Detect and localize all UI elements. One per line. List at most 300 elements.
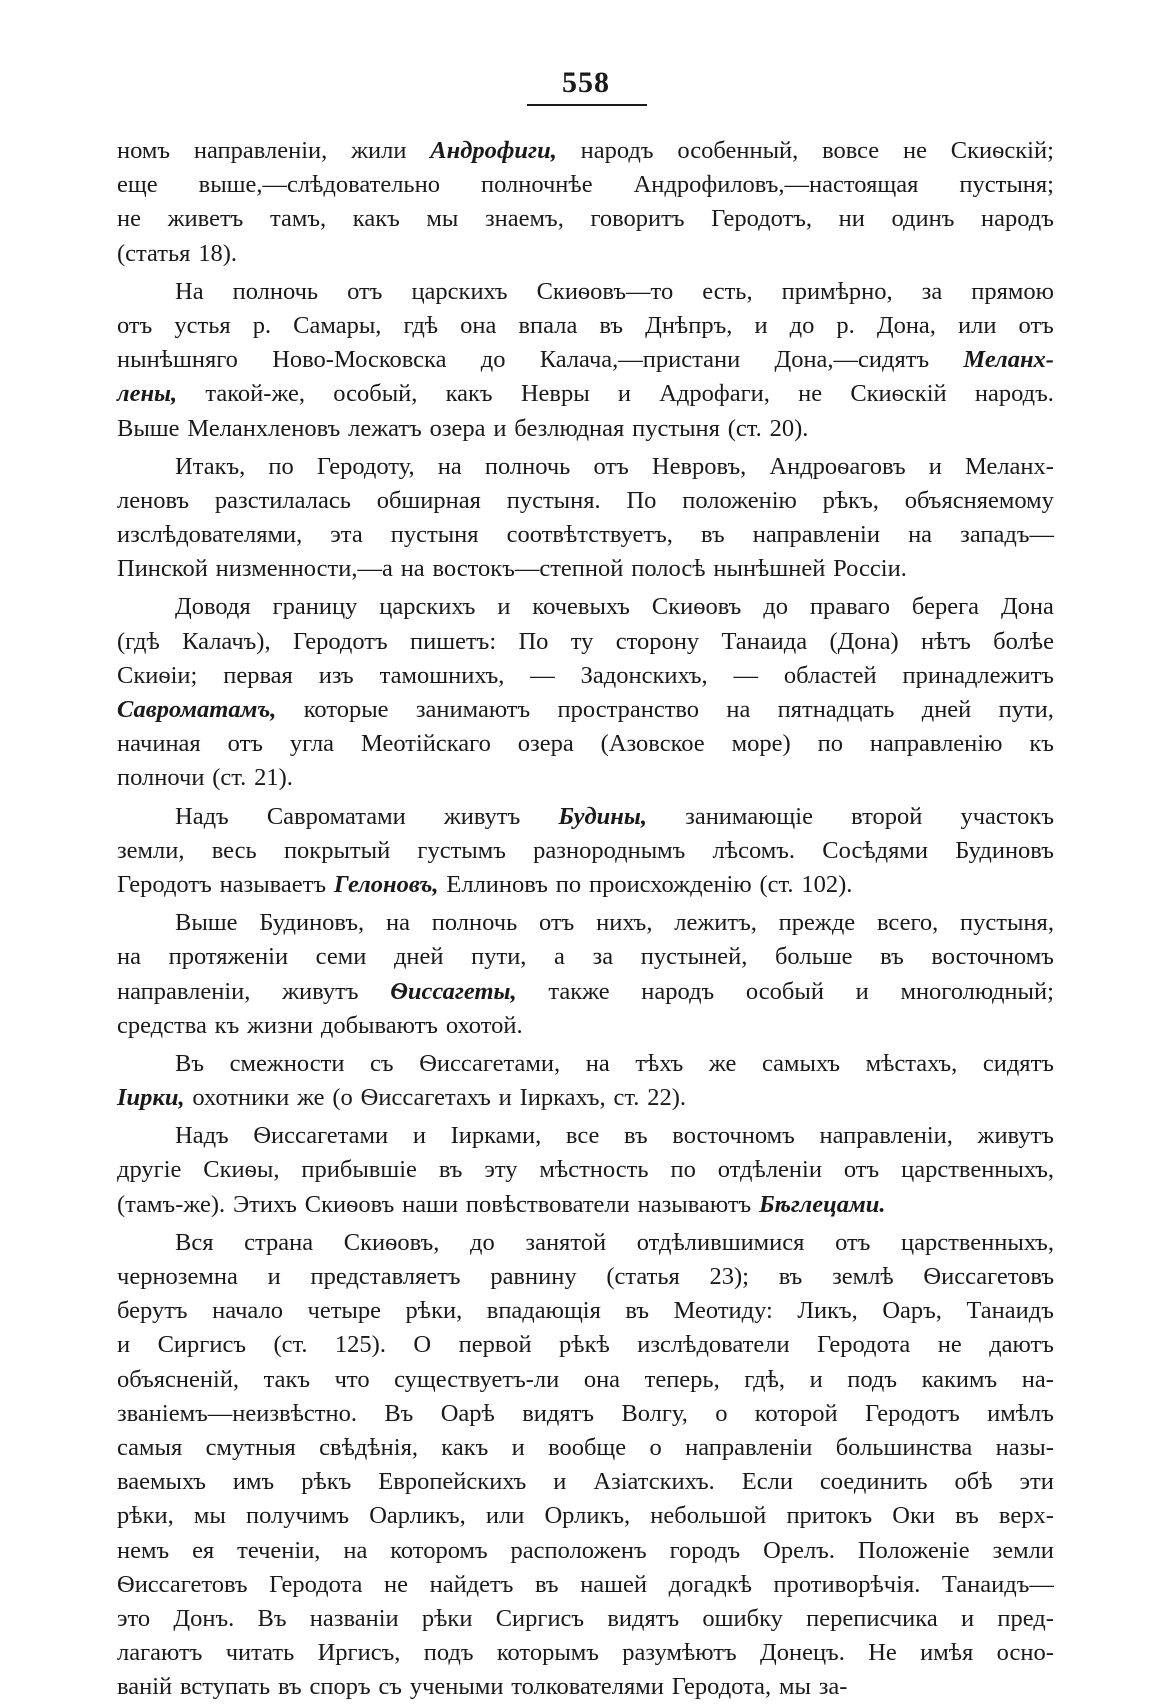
word: жили: [351, 137, 407, 164]
text-line: [117, 552, 1054, 586]
word: званіемъ—неизвѣстно.: [117, 1399, 357, 1427]
word: жизни: [247, 1011, 314, 1039]
text-line: [117, 1260, 1054, 1294]
word: отъ: [227, 730, 263, 758]
word: учеными: [409, 1673, 504, 1701]
word: р.: [836, 311, 855, 339]
text-line: [117, 1294, 1054, 1328]
word: на: [385, 909, 410, 937]
word: нынѣшней: [713, 555, 826, 583]
word: (ст.: [273, 1331, 308, 1359]
word: примѣрно,: [781, 277, 893, 305]
text-line: [117, 202, 1054, 236]
word: Азіатскихъ.: [593, 1468, 715, 1496]
word: она: [583, 1365, 621, 1393]
word: Сиргисъ: [157, 1331, 246, 1359]
word: охотники: [192, 1084, 290, 1112]
word: леновъ: [117, 486, 190, 514]
word: царственныхъ,: [901, 1228, 1054, 1256]
word: лагаютъ: [117, 1639, 203, 1667]
text-line: [117, 1602, 1054, 1636]
word: за: [921, 277, 943, 305]
word: до: [480, 346, 506, 374]
word: не: [937, 1331, 962, 1359]
word: мѣстахъ,: [865, 1049, 958, 1077]
word: на: [343, 1536, 368, 1564]
word: теперь,: [644, 1365, 720, 1393]
word: Адрофаги,: [659, 380, 770, 408]
word: въ: [599, 311, 624, 339]
word: море): [731, 730, 791, 758]
word: (Дона): [829, 627, 899, 655]
word: —: [530, 661, 555, 689]
word: занятой: [525, 1228, 607, 1256]
word: направленіи,: [819, 1122, 953, 1150]
text-line: [117, 134, 1054, 168]
word: называютъ: [637, 1190, 752, 1218]
text-line: [117, 168, 1054, 202]
word: гдѣ: [403, 311, 439, 339]
word: притокъ: [786, 1502, 873, 1530]
word: живутъ: [443, 802, 521, 830]
word: Ѳиссагетами: [253, 1122, 389, 1150]
word: озера: [517, 730, 574, 758]
word: направленіи,: [193, 137, 328, 164]
word: переписчика: [806, 1604, 938, 1632]
word: подъ: [847, 1365, 898, 1393]
word: же: [708, 1049, 737, 1077]
word: въ: [700, 521, 725, 549]
word: вступать: [179, 1673, 271, 1701]
word: знаемъ,: [484, 205, 564, 233]
word: весь: [211, 836, 257, 864]
word: особенный,: [677, 137, 799, 164]
word: и: [809, 1365, 823, 1393]
text-line: [117, 975, 1054, 1009]
word: отъ: [843, 1156, 880, 1184]
word: на: [908, 521, 933, 549]
word: найдетъ: [429, 1570, 514, 1598]
word: видятъ: [607, 1604, 680, 1632]
word: она: [460, 311, 497, 339]
word: и: [412, 1122, 426, 1150]
word: эти: [1019, 1468, 1054, 1496]
word: смежности: [229, 1049, 345, 1077]
word: же: [297, 1084, 325, 1112]
word: ни: [838, 205, 865, 233]
word: больше: [774, 943, 853, 971]
word: имѣя: [920, 1639, 974, 1667]
word: не: [117, 205, 141, 233]
word: ту: [570, 627, 594, 655]
word: направленіи,: [117, 977, 251, 1005]
word: соединить: [819, 1468, 928, 1496]
word: пути,: [471, 943, 527, 971]
word: тамошнихъ,: [379, 661, 505, 689]
word: соотвѣтствуетъ,: [506, 521, 673, 549]
word: это: [117, 1604, 151, 1632]
word: добываютъ: [320, 1011, 438, 1039]
word: по: [268, 452, 294, 480]
paragraph: [117, 1047, 1054, 1115]
word: нашей: [580, 1570, 648, 1598]
word: и: [267, 1263, 281, 1290]
word: получимъ: [245, 1502, 350, 1530]
text-line: [117, 237, 1054, 271]
emphasized-word: Іирки,: [117, 1084, 185, 1112]
word: 20).: [769, 414, 809, 442]
word: пустыня: [390, 521, 479, 549]
word: не: [384, 1570, 408, 1598]
emphasized-word: Савроматамъ,: [117, 696, 277, 723]
word: наши: [402, 1190, 459, 1218]
word: къ: [1029, 730, 1054, 758]
word: Надъ: [175, 1122, 229, 1150]
word: такъ: [263, 1365, 311, 1393]
paragraph: [117, 1119, 1054, 1222]
word: и: [497, 593, 511, 621]
word: противорѣчія.: [773, 1570, 921, 1598]
word: нихъ,: [596, 909, 653, 937]
word: начиная: [117, 730, 201, 758]
word: Танаидъ: [966, 1297, 1054, 1325]
word: По: [626, 486, 657, 514]
paragraph: [117, 906, 1054, 1043]
word: на: [437, 452, 462, 480]
word: Скиѳіи;: [117, 661, 198, 689]
word: низменности,—а: [215, 555, 393, 583]
word: названіи: [309, 1604, 399, 1632]
word: первая: [223, 661, 293, 689]
word: и: [754, 311, 768, 339]
word: Ликъ,: [797, 1297, 858, 1325]
word: по: [670, 1156, 696, 1184]
word: имъ: [232, 1468, 275, 1496]
word: или: [958, 311, 997, 339]
text-line: [117, 868, 1054, 902]
word: лежитъ,: [674, 909, 757, 937]
word: дней: [921, 696, 972, 723]
word: до: [789, 311, 815, 339]
text-line: [117, 693, 1054, 727]
word: Скиѳскій: [850, 380, 947, 408]
page-number-rule: [527, 104, 647, 106]
word: Ѳиссагетами,: [419, 1049, 561, 1077]
text-line: [117, 412, 1054, 446]
word: восточномъ: [672, 1122, 795, 1150]
word: (гдѣ: [117, 627, 160, 655]
text-line: [117, 590, 1054, 624]
word: другіе: [117, 1156, 182, 1184]
word: пустыня.: [506, 486, 601, 514]
word: Геродота: [269, 1570, 363, 1598]
word: (Азовское: [600, 730, 705, 758]
word: рѣкъ,: [822, 486, 879, 514]
text-line: [117, 659, 1054, 693]
word: тѣхъ: [635, 1049, 684, 1077]
word: подъ: [423, 1639, 474, 1667]
word: большинства: [835, 1433, 973, 1461]
word: Надъ: [175, 802, 229, 830]
word: о: [715, 1399, 728, 1427]
word: на: [400, 555, 425, 583]
word: толкователями: [511, 1673, 664, 1701]
word: небольшой: [650, 1502, 767, 1530]
word: назы-: [995, 1433, 1054, 1461]
word: Выше: [117, 414, 180, 442]
word: пишетъ:: [410, 627, 497, 655]
word: второй: [851, 802, 923, 830]
word: впала: [518, 311, 578, 339]
word: и: [498, 1084, 512, 1112]
word: представляетъ: [310, 1263, 461, 1290]
word: Танаидъ—: [941, 1570, 1054, 1598]
word: Въ: [384, 1399, 414, 1427]
word: густымъ: [417, 836, 506, 864]
word: Въ: [175, 1049, 205, 1077]
word: живутъ: [282, 977, 359, 1005]
word: народъ.: [974, 380, 1054, 408]
word: Дона: [1000, 593, 1054, 621]
word: ошибку: [702, 1604, 783, 1632]
word: границу: [272, 593, 358, 621]
word: рѣки: [421, 1604, 473, 1632]
word: за: [592, 943, 614, 971]
word: Меотійскаго: [360, 730, 491, 758]
word: самыя: [117, 1433, 183, 1461]
word: болѣе: [993, 627, 1054, 655]
emphasized-word: Гелоновъ,: [333, 870, 439, 898]
text-line: [117, 800, 1054, 834]
word: устья: [174, 311, 231, 339]
word: полночь: [431, 909, 518, 937]
word: расположенъ: [510, 1536, 647, 1564]
word: народъ: [641, 977, 715, 1005]
word: объясняемому: [904, 486, 1054, 514]
word: въ: [778, 1263, 803, 1290]
word: въ: [277, 1673, 302, 1701]
word: что: [334, 1365, 370, 1393]
word: Задонскихъ,: [580, 661, 708, 689]
word: равнину: [490, 1263, 577, 1290]
word: Геродотъ: [117, 870, 212, 898]
word: городъ: [669, 1536, 741, 1564]
word: 18).: [198, 239, 238, 267]
emphasized-word: Будины,: [558, 802, 647, 830]
word: Калачъ),: [182, 627, 271, 655]
word: Савроматами: [266, 802, 406, 830]
word: полночнѣе: [480, 171, 593, 199]
word: также: [548, 977, 610, 1005]
word: Днѣпръ,: [645, 311, 733, 339]
word: направленію: [869, 730, 1003, 758]
word: какимъ: [921, 1365, 998, 1393]
text-line: [117, 1534, 1054, 1568]
word: прямою: [971, 277, 1054, 305]
word: Меотиду:: [673, 1297, 773, 1325]
text-line: [117, 1636, 1054, 1670]
word: еще: [117, 171, 158, 199]
word: угла: [289, 730, 335, 758]
word: дней: [393, 943, 444, 971]
word: О: [413, 1331, 432, 1359]
word: землѣ: [832, 1263, 894, 1290]
text-line: [117, 906, 1054, 940]
word: говоритъ: [590, 205, 685, 233]
word: Будиновъ: [955, 836, 1054, 864]
word: направленіи: [685, 1433, 813, 1461]
word: Если: [741, 1468, 793, 1496]
word: Ѳиссагетовъ: [923, 1263, 1054, 1290]
word: Оарликъ,: [369, 1502, 466, 1530]
page-number: 558: [562, 66, 610, 99]
word: все: [565, 1122, 600, 1150]
word: Оаръ,: [882, 1297, 942, 1325]
word: тамъ,: [269, 205, 327, 233]
word: до: [763, 593, 788, 621]
word: протяженіи: [168, 943, 289, 971]
word: и: [553, 1468, 567, 1496]
word: которомъ: [390, 1536, 488, 1564]
text-line: [117, 1568, 1054, 1602]
word: смутныя: [205, 1433, 296, 1461]
word: осно-: [996, 1639, 1054, 1667]
word: царскихъ: [379, 593, 476, 621]
word: пред-: [997, 1604, 1054, 1632]
word: на: [585, 1049, 610, 1077]
word: о: [649, 1433, 662, 1461]
text-line: [117, 309, 1054, 343]
word: Ново-Московска: [272, 346, 447, 374]
paragraph: [117, 800, 1054, 903]
paragraph: [117, 450, 1054, 587]
word: теченіи,: [237, 1536, 321, 1564]
word: Пинской: [117, 555, 208, 583]
word: впадающія: [486, 1297, 601, 1325]
emphasized-word: лены,: [117, 380, 178, 408]
word: Россіи.: [833, 555, 907, 583]
word: которые: [303, 696, 389, 723]
word: Европейскихъ: [378, 1468, 527, 1496]
text-line: [117, 761, 1054, 795]
word: разумѣютъ: [622, 1639, 737, 1667]
word: не: [798, 380, 823, 408]
emphasized-word: Меланх-: [963, 346, 1054, 374]
word: въ: [955, 1502, 979, 1530]
word: по: [555, 870, 582, 898]
word: и: [493, 414, 507, 442]
word: и: [511, 1433, 525, 1461]
word: Скиѳовъ—то: [536, 277, 674, 305]
word: пустыня,: [960, 909, 1054, 937]
word: въ: [438, 1156, 463, 1184]
word: безлюдная: [514, 414, 625, 442]
word: —: [733, 661, 758, 689]
word: (статья: [117, 239, 191, 267]
text-line: [117, 1465, 1054, 1499]
emphasized-word: Бѣглецами.: [759, 1190, 886, 1218]
word: особый: [745, 977, 824, 1005]
word: Въ: [257, 1604, 287, 1632]
word: мѣстность: [539, 1156, 649, 1184]
text-line: [117, 450, 1054, 484]
paragraph: [117, 1226, 1054, 1704]
word: эта: [330, 521, 363, 549]
word: Геродотъ: [865, 1399, 960, 1427]
word: вообще: [548, 1433, 627, 1461]
word: рѣкѣ: [559, 1331, 610, 1359]
word: Скиѳы,: [203, 1156, 280, 1184]
word: Меланх-: [965, 452, 1054, 480]
word: объясненій,: [117, 1365, 240, 1393]
word: царскихъ: [411, 277, 508, 305]
word: Волгу,: [621, 1399, 688, 1427]
word: Андроѳаговъ: [769, 452, 906, 480]
word: лежатъ: [348, 414, 422, 442]
word: Калача,—пристани: [539, 346, 741, 374]
word: Дона,—сидятъ: [774, 346, 930, 374]
word: Невровъ,: [651, 452, 747, 480]
word: Геродота,: [671, 1673, 772, 1701]
word: въ: [624, 1122, 648, 1150]
word: Не: [868, 1639, 897, 1667]
word: занимающіе: [685, 802, 813, 830]
word: въ: [625, 1297, 650, 1325]
word: самыхъ: [762, 1049, 840, 1077]
word: видятъ: [522, 1399, 594, 1427]
word: и: [855, 977, 869, 1005]
word: или: [485, 1502, 525, 1530]
word: гдѣ,: [744, 1365, 786, 1393]
word: нынѣшняго: [117, 346, 238, 374]
word: изслѣдователями,: [117, 521, 303, 549]
text-line: [117, 1226, 1054, 1260]
word: положенію: [682, 486, 797, 514]
word: сторону: [615, 627, 700, 655]
word: Скиѳскій;: [950, 137, 1054, 164]
word: прибывшіе: [301, 1156, 417, 1184]
word: Андрофиловъ,—настоящая: [633, 171, 919, 199]
word: Сосѣдями: [822, 836, 928, 864]
word: четыре: [307, 1297, 382, 1325]
word: до: [470, 1228, 495, 1256]
paragraph: [117, 134, 1054, 271]
word: отдѣлившимися: [636, 1228, 805, 1256]
word: даютъ: [989, 1331, 1054, 1359]
word: рѣки,: [117, 1502, 174, 1530]
word: ея: [192, 1536, 215, 1564]
text-line: [117, 1499, 1054, 1533]
word: пустыня: [632, 414, 720, 442]
word: Ѳиссагетахъ: [360, 1084, 491, 1112]
word: Оки: [892, 1502, 935, 1530]
word: съ: [378, 1673, 402, 1701]
word: пространство: [557, 696, 700, 723]
word: Донецъ.: [760, 1639, 845, 1667]
word: берега: [911, 593, 979, 621]
text-line: [117, 1363, 1054, 1397]
word: охотой.: [445, 1011, 523, 1039]
word: (ст.: [759, 870, 794, 898]
word: восточномъ: [931, 943, 1054, 971]
word: полосѣ: [631, 555, 706, 583]
word: какъ: [352, 205, 400, 233]
text-line: [117, 484, 1054, 518]
word: есть,: [702, 277, 753, 305]
word: пустыня;: [959, 171, 1054, 199]
word: берутъ: [117, 1297, 188, 1325]
word: на: [726, 696, 751, 723]
